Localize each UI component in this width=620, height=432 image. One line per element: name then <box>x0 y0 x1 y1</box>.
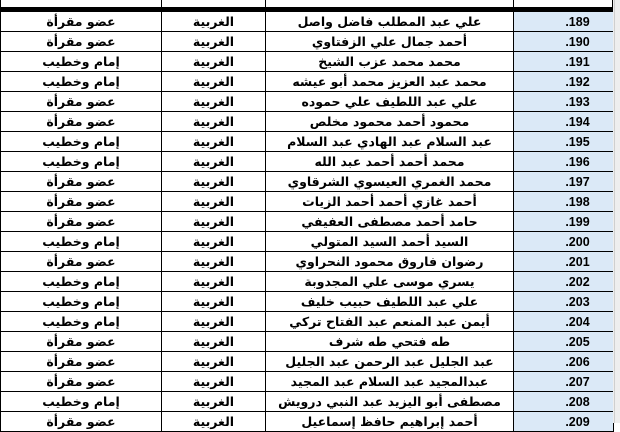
governorate-cell <box>162 192 266 212</box>
role-cell <box>1 412 162 432</box>
role-cell-text: عضو مقرأة <box>46 114 116 129</box>
number-cell <box>514 192 614 212</box>
number-cell-text: .203 <box>565 294 590 309</box>
number-cell-text: .202 <box>565 274 590 289</box>
role-cell-text: عضو مقرأة <box>46 334 116 349</box>
name-cell <box>266 212 514 232</box>
name-cell <box>266 12 514 32</box>
table-row <box>1 92 614 112</box>
number-cell-text: .197 <box>565 174 590 189</box>
name-cell-text: طه فتحي طه شرف <box>328 334 451 349</box>
governorate-cell <box>162 312 266 332</box>
name-cell-text: علي عبد المطلب فاضل واصل <box>297 14 482 29</box>
name-cell <box>266 392 514 412</box>
governorate-cell-text: الغربية <box>192 74 235 89</box>
name-cell-text: علي عبد اللطيف حبيب خليف <box>300 294 479 309</box>
governorate-cell-text: الغربية <box>192 14 235 29</box>
number-cell-text: .200 <box>565 234 590 249</box>
name-cell <box>266 192 514 212</box>
governorate-cell <box>162 232 266 252</box>
governorate-cell <box>162 72 266 92</box>
role-cell-text: عضو مقرأة <box>46 354 116 369</box>
governorate-cell <box>162 352 266 372</box>
number-cell-text: .201 <box>565 254 590 269</box>
role-cell-text: عضو مقرأة <box>46 94 116 109</box>
role-cell-text: إمام وخطيب <box>42 74 120 89</box>
governorate-cell-text: الغربية <box>192 294 235 309</box>
governorate-cell-text: الغربية <box>192 394 235 409</box>
table-row <box>1 212 614 232</box>
role-cell-text: عضو مقرأة <box>46 374 116 389</box>
governorate-cell-text: الغربية <box>192 414 235 429</box>
role-cell-text: عضو مقرأة <box>46 414 116 429</box>
name-cell <box>266 272 514 292</box>
table-row <box>1 292 614 312</box>
table-row <box>1 132 614 152</box>
role-cell-text: إمام وخطيب <box>42 234 120 249</box>
table-row <box>1 332 614 352</box>
names-table-body <box>1 12 614 432</box>
governorate-cell <box>162 392 266 412</box>
role-cell-text: عضو مقرأة <box>46 214 116 229</box>
governorate-cell-text: الغربية <box>192 134 235 149</box>
role-cell <box>1 232 162 252</box>
role-cell <box>1 72 162 92</box>
role-cell <box>1 392 162 412</box>
number-cell <box>514 72 614 92</box>
governorate-cell <box>162 372 266 392</box>
number-cell-text: .189 <box>565 14 590 29</box>
number-cell <box>514 132 614 152</box>
governorate-cell-text: الغربية <box>192 54 235 69</box>
governorate-cell <box>162 52 266 72</box>
name-cell <box>266 92 514 112</box>
table-row <box>1 32 614 52</box>
name-cell <box>266 152 514 172</box>
name-cell <box>266 232 514 252</box>
name-cell-text: عبد الجليل عبد الرحمن عبد الجليل <box>285 354 494 369</box>
role-cell <box>1 172 162 192</box>
role-cell-text: عضو مقرأة <box>46 174 116 189</box>
name-cell-text: حامد أحمد مصطفى العفيفي <box>301 214 478 229</box>
role-cell <box>1 212 162 232</box>
number-cell-text: .205 <box>565 334 590 349</box>
governorate-cell-text: الغربية <box>192 194 235 209</box>
number-cell-text: .191 <box>565 54 590 69</box>
governorate-cell-text: الغربية <box>192 334 235 349</box>
table-row <box>1 112 614 132</box>
table-row <box>1 392 614 412</box>
governorate-cell <box>162 252 266 272</box>
table-row <box>1 52 614 72</box>
governorate-cell-text: الغربية <box>192 374 235 389</box>
role-cell-text: إمام وخطيب <box>42 294 120 309</box>
role-cell-text: إمام وخطيب <box>42 394 120 409</box>
name-cell <box>266 32 514 52</box>
governorate-cell <box>162 12 266 32</box>
role-cell <box>1 292 162 312</box>
governorate-cell-text: الغربية <box>192 114 235 129</box>
governorate-cell <box>162 112 266 132</box>
number-cell-text: .195 <box>565 134 590 149</box>
name-cell-text: علي عبد اللطيف علي حموده <box>301 94 478 109</box>
role-cell-text: عضو مقرأة <box>46 14 116 29</box>
number-cell <box>514 152 614 172</box>
table-row <box>1 352 614 372</box>
governorate-cell <box>162 212 266 232</box>
number-cell-text: .209 <box>565 414 590 429</box>
role-cell-text: عضو مقرأة <box>46 194 116 209</box>
role-cell-text: عضو مقرأة <box>46 254 116 269</box>
page-edge <box>613 0 620 423</box>
name-cell-text: محمد محمد عزب الشيخ <box>318 54 461 69</box>
table-row <box>1 372 614 392</box>
name-cell <box>266 412 514 432</box>
name-cell-text: أيمن عبد المنعم عبد الفتاح تركي <box>289 314 490 329</box>
table-row <box>1 152 614 172</box>
governorate-cell-text: الغربية <box>192 94 235 109</box>
number-cell-text: .190 <box>565 34 590 49</box>
number-cell <box>514 292 614 312</box>
name-cell-text: أحمد غازي أحمد أحمد الزيات <box>302 194 477 209</box>
name-cell <box>266 112 514 132</box>
number-cell <box>514 212 614 232</box>
number-cell-text: .207 <box>565 374 590 389</box>
name-cell-text: رضوان فاروق محمود النحراوي <box>295 254 484 269</box>
number-cell <box>514 372 614 392</box>
name-cell <box>266 252 514 272</box>
number-cell-text: .206 <box>565 354 590 369</box>
name-cell <box>266 292 514 312</box>
governorate-cell-text: الغربية <box>192 254 235 269</box>
governorate-cell-text: الغربية <box>192 274 235 289</box>
governorate-cell-text: الغربية <box>192 34 235 49</box>
name-cell-text: مصطفى أبو اليزيد عبد النبي درويش <box>278 394 501 409</box>
number-cell <box>514 312 614 332</box>
number-cell <box>514 112 614 132</box>
role-cell <box>1 312 162 332</box>
name-cell-text: محمد أحمد أحمد عبد الله <box>314 154 465 169</box>
governorate-cell-text: الغربية <box>192 314 235 329</box>
name-cell-text: أحمد جمال علي الزفتاوي <box>311 34 468 49</box>
role-cell-text: إمام وخطيب <box>42 134 120 149</box>
role-cell-text: إمام وخطيب <box>42 54 120 69</box>
name-cell <box>266 52 514 72</box>
role-cell-text: إمام وخطيب <box>42 154 120 169</box>
number-cell-text: .198 <box>565 194 590 209</box>
role-cell <box>1 132 162 152</box>
name-cell-text: محمد عبد العزيز محمد أبو عيشه <box>292 74 487 89</box>
number-cell <box>514 232 614 252</box>
role-cell-text: إمام وخطيب <box>42 274 120 289</box>
table-row <box>1 72 614 92</box>
name-cell <box>266 132 514 152</box>
name-cell <box>266 372 514 392</box>
role-cell <box>1 32 162 52</box>
name-cell <box>266 72 514 92</box>
role-cell <box>1 192 162 212</box>
governorate-cell <box>162 332 266 352</box>
number-cell-text: .204 <box>565 314 590 329</box>
governorate-cell <box>162 92 266 112</box>
number-cell-text: .193 <box>565 94 590 109</box>
name-cell-text: السيد أحمد السيد المتولي <box>310 234 469 249</box>
role-cell <box>1 92 162 112</box>
table-row <box>1 232 614 252</box>
name-cell <box>266 312 514 332</box>
role-cell <box>1 372 162 392</box>
number-cell <box>514 32 614 52</box>
governorate-cell <box>162 172 266 192</box>
governorate-cell-text: الغربية <box>192 214 235 229</box>
governorate-cell <box>162 132 266 152</box>
name-cell <box>266 332 514 352</box>
role-cell <box>1 52 162 72</box>
name-cell-text: محمد الغمري العيسوي الشرقاوي <box>287 174 492 189</box>
name-cell-text: محمود أحمد محمود مخلص <box>309 114 470 129</box>
number-cell <box>514 92 614 112</box>
name-cell-text: عبدالمجيد عبد السلام عبد المجيد <box>290 374 489 389</box>
governorate-cell-text: الغربية <box>192 234 235 249</box>
governorate-cell-text: الغربية <box>192 154 235 169</box>
table-row <box>1 312 614 332</box>
table-row <box>1 252 614 272</box>
number-cell <box>514 392 614 412</box>
role-cell-text: عضو مقرأة <box>46 34 116 49</box>
name-cell <box>266 172 514 192</box>
number-cell-text: .199 <box>565 214 590 229</box>
name-cell-text: أحمد إبراهيم حافظ إسماعيل <box>301 414 478 429</box>
number-cell <box>514 332 614 352</box>
role-cell <box>1 332 162 352</box>
governorate-cell <box>162 292 266 312</box>
governorate-cell <box>162 32 266 52</box>
table-row <box>1 192 614 212</box>
names-table <box>0 11 614 432</box>
table-row <box>1 412 614 432</box>
governorate-cell-text: الغربية <box>192 354 235 369</box>
number-cell <box>514 352 614 372</box>
number-cell-text: .208 <box>565 394 590 409</box>
role-cell <box>1 272 162 292</box>
name-cell-text: يسري موسى علي المجدوبة <box>304 274 475 289</box>
role-cell <box>1 152 162 172</box>
number-cell <box>514 12 614 32</box>
governorate-cell-text: الغربية <box>192 174 235 189</box>
number-cell <box>514 412 614 432</box>
name-cell <box>266 352 514 372</box>
governorate-cell <box>162 272 266 292</box>
number-cell <box>514 272 614 292</box>
table-row <box>1 272 614 292</box>
number-cell-text: .194 <box>565 114 590 129</box>
governorate-cell <box>162 412 266 432</box>
role-cell <box>1 12 162 32</box>
role-cell <box>1 252 162 272</box>
number-cell <box>514 252 614 272</box>
role-cell-text: إمام وخطيب <box>42 314 120 329</box>
role-cell <box>1 352 162 372</box>
table-row <box>1 12 614 32</box>
number-cell-text: .192 <box>565 74 590 89</box>
number-cell <box>514 172 614 192</box>
name-cell-text: عبد السلام عبد الهادي عبد السلام <box>287 134 492 149</box>
number-cell-text: .196 <box>565 154 590 169</box>
number-cell <box>514 52 614 72</box>
role-cell <box>1 112 162 132</box>
governorate-cell <box>162 152 266 172</box>
table-row <box>1 172 614 192</box>
